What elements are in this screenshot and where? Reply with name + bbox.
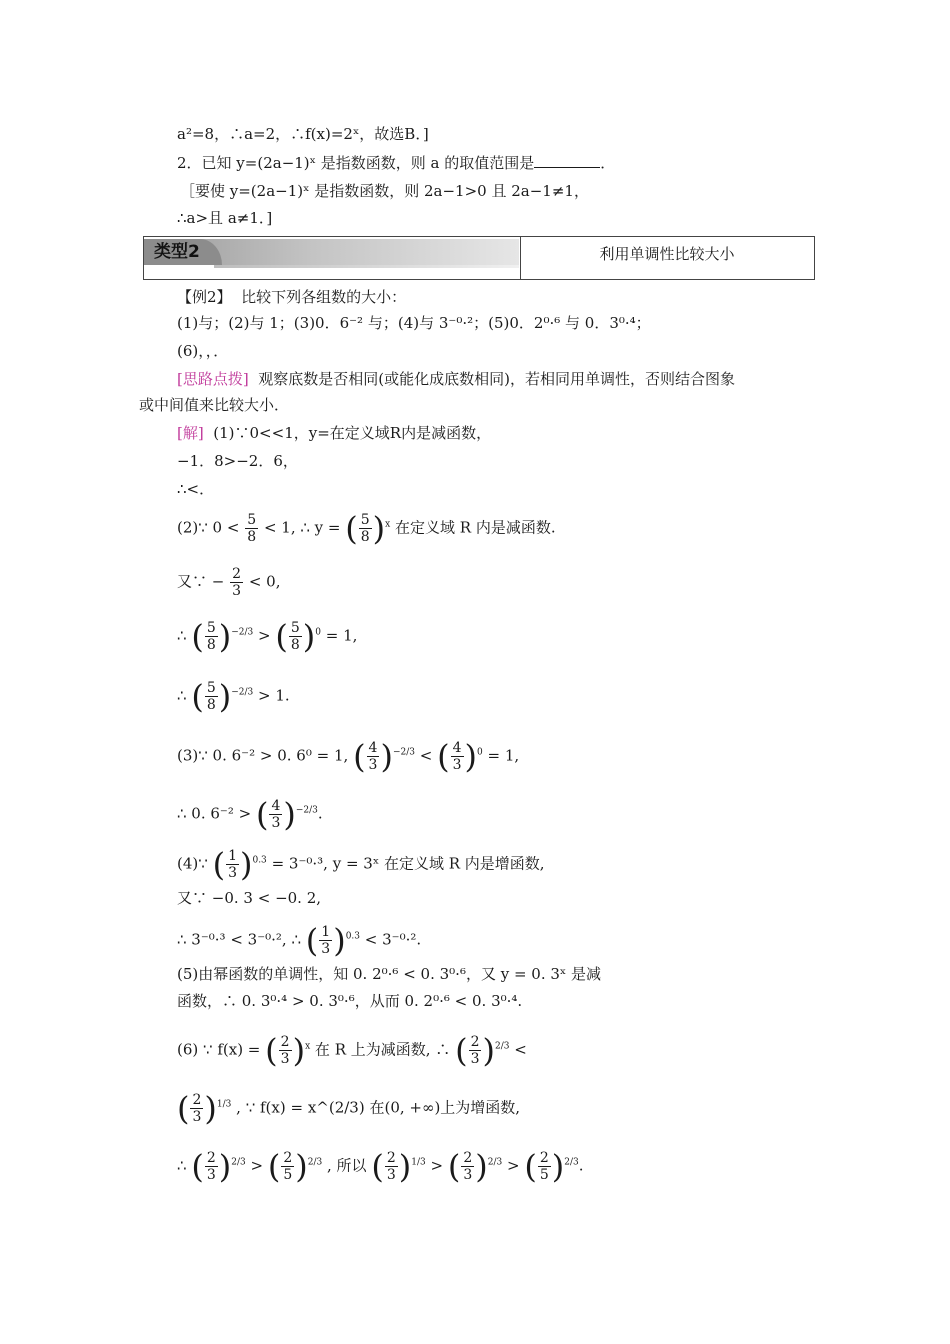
therefore: ∴ bbox=[177, 626, 187, 645]
solution-1a bbox=[177, 423, 491, 443]
s2-post: 在定义域 R 内是减函数. bbox=[395, 518, 556, 537]
solution-6a bbox=[177, 1031, 527, 1070]
solution-2c bbox=[177, 617, 358, 656]
denominator: 8 bbox=[206, 697, 216, 713]
paren-close: ) bbox=[218, 617, 232, 656]
therefore: ∴ bbox=[177, 686, 187, 705]
exponent: −2/3 bbox=[392, 747, 415, 758]
solution-tag: [解] bbox=[177, 424, 204, 442]
fraction-1-3 bbox=[319, 924, 332, 957]
denominator: 3 bbox=[452, 757, 462, 773]
paren-open: ( bbox=[305, 921, 319, 960]
fraction-2-3 bbox=[469, 1034, 482, 1067]
exponent: 2/3 bbox=[307, 1157, 323, 1168]
exponent: 0 bbox=[315, 627, 322, 638]
paren-open: ( bbox=[177, 1089, 190, 1128]
solution-1a-text: (1)∵0<<1，y=在定义域R内是减函数， bbox=[213, 424, 492, 442]
solution-3b: ∴ 0. 6⁻² > ( $\frac{4}{3}$ )$^{-2/3}$. bbox=[177, 795, 323, 834]
section-banner bbox=[143, 236, 815, 280]
numerator: 2 bbox=[386, 1150, 396, 1166]
numerator: 2 bbox=[232, 566, 242, 582]
fraction-2-3 bbox=[461, 1150, 474, 1183]
paren-open: ( bbox=[455, 1031, 468, 1070]
s4-post: = 3⁻⁰·³, y = 3ˣ 在定义域 R 内是增函数, bbox=[271, 854, 545, 873]
paren-close: ) bbox=[302, 617, 316, 656]
numerator: 5 bbox=[206, 620, 216, 636]
s2-mid: < 1, ∴ y = bbox=[263, 518, 341, 537]
paren-open: ( bbox=[191, 1147, 204, 1186]
answer-blank bbox=[534, 153, 600, 168]
example-items-1: (1)与；(2)与 1；(3)0．6⁻² 与；(4)与 3⁻⁰·²；(5)0．2⁰·⁶ 与 0．3⁰·⁴； bbox=[177, 314, 651, 332]
paren-close: ) bbox=[295, 1147, 308, 1186]
fraction-2-3 bbox=[190, 1092, 203, 1125]
paren-close: ) bbox=[482, 1031, 495, 1070]
solution-6b bbox=[177, 1089, 521, 1128]
paren-open: ( bbox=[353, 737, 366, 776]
exponent: −2/3 bbox=[231, 687, 254, 698]
denominator: 8 bbox=[247, 529, 257, 545]
question-2-text: 2．已知 y=(2a−1)ˣ 是指数函数，则 a 的取值范围是 bbox=[177, 154, 535, 172]
solution-4b: 又∵ −0. 3 < −0. 2, bbox=[177, 889, 322, 907]
exponent: 0.3 bbox=[252, 855, 267, 866]
solution-2a bbox=[177, 509, 556, 548]
numerator: 5 bbox=[360, 512, 370, 528]
question-2-end: ． bbox=[600, 154, 616, 172]
s3-post: = 1, bbox=[487, 746, 520, 765]
denominator: 3 bbox=[232, 583, 242, 599]
paren-open: ( bbox=[371, 1147, 384, 1186]
s2-pre: (2)∵ 0 < bbox=[177, 518, 240, 537]
less-than: < bbox=[419, 746, 433, 765]
solution-5b: 函数，∴ 0. 3⁰·⁴ > 0. 3⁰·⁶，从而 0. 2⁰·⁶ < 0. 3⁰·⁴. bbox=[177, 992, 523, 1010]
s3b-pre: ∴ 0. 6⁻² > bbox=[177, 804, 252, 823]
paren-close: ) bbox=[380, 737, 393, 776]
fraction-2-3 bbox=[205, 1150, 218, 1183]
question-2-answer-1: ［要使 y=(2a−1)ˣ 是指数函数，则 2a−1>0 且 2a−1≠1， bbox=[180, 182, 589, 200]
denominator: 3 bbox=[386, 1167, 396, 1183]
paren-open: ( bbox=[267, 1147, 281, 1186]
numerator: 2 bbox=[192, 1092, 202, 1108]
exponent: 2/3 bbox=[487, 1157, 503, 1168]
example-label: 【例2】 bbox=[177, 288, 232, 306]
denominator: 3 bbox=[206, 1167, 216, 1183]
solution-6c: ∴ ( $\frac{2}{3}$ )$^{2/3}$ > ( $\frac{2}{5}$ )$^{2/3}$ , 所以 ( $\frac{2}{3}$ )$^{1/3}$ > ( $\frac{2}{3}$ )$^{2/3}$ > ( $\frac{2}{5}$ )$^{2/3}$. bbox=[177, 1147, 584, 1186]
s4c-pre: ∴ 3⁻⁰·³ < 3⁻⁰·², ∴ bbox=[177, 930, 302, 949]
denominator: 8 bbox=[290, 637, 300, 653]
s6-post: < bbox=[514, 1040, 527, 1059]
paren-open: ( bbox=[447, 1147, 461, 1186]
paren-open: ( bbox=[255, 795, 269, 834]
fraction-2-3 bbox=[230, 566, 243, 599]
numerator: 5 bbox=[206, 680, 216, 696]
paren-close: ) bbox=[475, 1147, 488, 1186]
banner-type-label: 类型2 bbox=[144, 239, 222, 265]
denominator: 5 bbox=[283, 1167, 293, 1183]
numerator: 1 bbox=[228, 848, 237, 864]
solution-4c bbox=[177, 921, 422, 960]
exponent: −2/3 bbox=[231, 627, 254, 638]
denominator: 3 bbox=[280, 1051, 290, 1067]
paren-close: ) bbox=[551, 1147, 565, 1186]
denominator: 3 bbox=[228, 865, 237, 881]
solution-2d bbox=[177, 677, 290, 716]
exponent: 1/3 bbox=[216, 1099, 232, 1110]
exponent-x: x bbox=[305, 1041, 311, 1052]
fraction-4-3 bbox=[451, 740, 464, 773]
paren-open: ( bbox=[524, 1147, 537, 1186]
exponent: 2/3 bbox=[564, 1157, 579, 1168]
s6-mid: 在 R 上为减函数, ∴ bbox=[314, 1040, 451, 1059]
solution-1c: ∴<． bbox=[177, 480, 215, 498]
denominator: 3 bbox=[368, 757, 378, 773]
greater-than: > bbox=[250, 1156, 264, 1175]
numerator: 2 bbox=[206, 1150, 216, 1166]
paren-open: ( bbox=[191, 677, 204, 716]
exponent: 0 bbox=[477, 747, 483, 758]
exponent: 1/3 bbox=[411, 1157, 426, 1168]
s3-pre: (3)∵ 0. 6⁻² > 0. 6⁰ = 1, bbox=[177, 746, 349, 765]
fraction-2-5 bbox=[538, 1150, 551, 1183]
paren-close: ) bbox=[283, 795, 296, 834]
hint-line-2: 或中间值来比较大小． bbox=[139, 396, 290, 414]
denominator: 3 bbox=[470, 1051, 480, 1067]
hint-text-1: 观察底数是否相同(或能化成底数相同)，若相同用单调性，否则结合图象 bbox=[258, 370, 735, 388]
paren-open: ( bbox=[437, 737, 450, 776]
denominator: 3 bbox=[321, 941, 331, 957]
example-text: 比较下列各组数的大小： bbox=[241, 288, 407, 306]
s4-pre: (4)∵ bbox=[177, 854, 208, 873]
paren-open: ( bbox=[191, 617, 204, 656]
numerator: 2 bbox=[470, 1034, 480, 1050]
greater-than: > bbox=[430, 1156, 444, 1175]
exponent: 0.3 bbox=[345, 931, 361, 942]
s2b-post: < 0, bbox=[248, 572, 281, 591]
paren-close: ) bbox=[372, 509, 386, 548]
fraction-2-5 bbox=[281, 1150, 294, 1183]
paren-open: ( bbox=[212, 845, 226, 884]
paren-close: ) bbox=[333, 921, 346, 960]
denominator: 5 bbox=[539, 1167, 549, 1183]
s6c-pre: ∴ bbox=[177, 1156, 187, 1175]
numerator: 4 bbox=[271, 798, 281, 814]
fraction-5-8 bbox=[205, 680, 218, 713]
fraction-5-8 bbox=[289, 620, 302, 653]
numerator: 5 bbox=[247, 512, 257, 528]
paren-close: ) bbox=[218, 677, 232, 716]
banner-title: 利用单调性比较大小 bbox=[599, 245, 735, 263]
banner-underline bbox=[214, 265, 519, 268]
denominator: 3 bbox=[271, 815, 281, 831]
paren-close: ) bbox=[239, 845, 253, 884]
s2b-pre: 又∵ − bbox=[177, 572, 225, 591]
s4c-post: < 3⁻⁰·². bbox=[364, 930, 422, 949]
paren-close: ) bbox=[292, 1031, 306, 1070]
paren-close: ) bbox=[464, 737, 478, 776]
prev-answer-line: a²=8，∴a=2，∴f(x)=2ˣ，故选B．] bbox=[177, 125, 429, 143]
solution-1b: −1．8>−2．6， bbox=[177, 452, 298, 470]
fraction-5-8 bbox=[205, 620, 218, 653]
paren-close: ) bbox=[398, 1147, 412, 1186]
fraction-1-3 bbox=[226, 848, 239, 881]
solution-3a bbox=[177, 737, 520, 776]
fraction-2-3 bbox=[385, 1150, 398, 1183]
fraction-4-3 bbox=[269, 798, 282, 831]
s6c-sep: , 所以 bbox=[327, 1156, 367, 1175]
question-2 bbox=[177, 153, 615, 173]
denominator: 8 bbox=[206, 637, 216, 653]
numerator: 2 bbox=[539, 1150, 549, 1166]
exponent-x: x bbox=[385, 519, 391, 530]
fraction-4-3 bbox=[367, 740, 380, 773]
hint-line-1 bbox=[177, 369, 735, 389]
fraction-5-8 bbox=[359, 512, 372, 545]
paren-close: ) bbox=[204, 1089, 217, 1128]
numerator: 2 bbox=[463, 1150, 473, 1166]
paren-open: ( bbox=[265, 1031, 278, 1070]
numerator: 4 bbox=[452, 740, 462, 756]
exponent: 2/3 bbox=[231, 1157, 246, 1168]
numerator: 5 bbox=[290, 620, 300, 636]
example-items-2: (6)，，． bbox=[177, 342, 229, 360]
question-2-answer-2: ∴a>且 a≠1．] bbox=[177, 209, 273, 227]
s2d-post: > 1. bbox=[258, 686, 290, 705]
greater-than: > bbox=[258, 626, 271, 645]
numerator: 4 bbox=[368, 740, 378, 756]
hint-tag: [思路点拨] bbox=[177, 370, 249, 388]
denominator: 8 bbox=[360, 529, 370, 545]
s2c-post: = 1, bbox=[325, 626, 358, 645]
numerator: 2 bbox=[280, 1034, 290, 1050]
exponent: 2/3 bbox=[494, 1041, 510, 1052]
fraction-5-8 bbox=[245, 512, 258, 545]
paren-close: ) bbox=[218, 1147, 232, 1186]
solution-2b bbox=[177, 566, 280, 599]
solution-4a bbox=[177, 845, 545, 884]
solution-5a: (5)由幂函数的单调性，知 0. 2⁰·⁶ < 0. 3⁰·⁶，又 y = 0. 3ˣ 是减 bbox=[177, 965, 602, 983]
denominator: 3 bbox=[463, 1167, 473, 1183]
numerator: 2 bbox=[283, 1150, 293, 1166]
greater-than: > bbox=[507, 1156, 520, 1175]
s6-pre: (6) ∵ f(x) = bbox=[177, 1040, 261, 1059]
exponent: −2/3 bbox=[295, 805, 318, 816]
paren-open: ( bbox=[275, 617, 288, 656]
fraction-2-3 bbox=[279, 1034, 292, 1067]
numerator: 1 bbox=[321, 924, 331, 940]
example-2 bbox=[177, 287, 406, 307]
s6b-mid: , ∵ f(x) = x^(2/3) 在(0, +∞)上为增函数, bbox=[236, 1098, 521, 1117]
denominator: 3 bbox=[192, 1109, 202, 1125]
paren-open: ( bbox=[345, 509, 358, 548]
